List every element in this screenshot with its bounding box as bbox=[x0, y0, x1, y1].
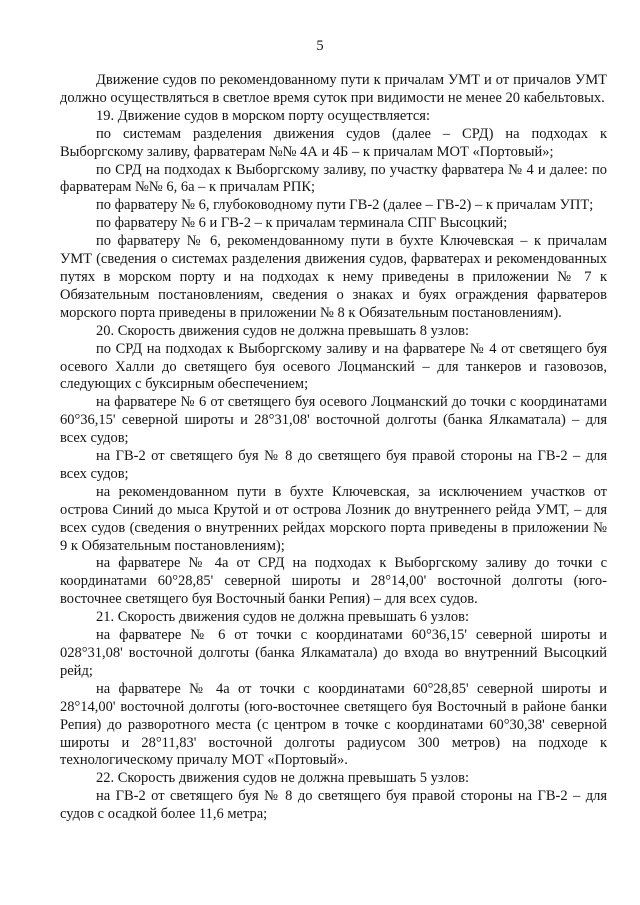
paragraph-fairway-4a-repiya: на фарватере № 4а от СРД на подходах к Выборгскому заливу до точки с координатами 60°28,85' северной широты и 28°14,00' восточной долготы (юго-восточнее светящего буя Восточный банки Репия) – для всех судов. bbox=[60, 555, 607, 608]
paragraph-fairway-6-vysotsky-roads: на фарватере № 6 от точки с координатами 60°36,15' северной широты и 028°31,08' восточной долготы (банка Ялкаматала) до входа во внутренний Высоцкий рейд; bbox=[60, 627, 607, 679]
paragraph-umt-daylight: Движение судов по рекомендованному пути к причалам УМТ и от причалов УМТ должно осуществляться в светлое время суток при видимости не менее 20 кабельтовых. bbox=[60, 72, 607, 106]
paragraph-srd-fairway-4-rpk: по СРД на подходах к Выборгскому заливу, по участку фарватера № 4 и далее: по фарватерам №№ 6, 6а – к причалам РПК; bbox=[60, 161, 607, 196]
paragraph-fairway-4a-turning-area: на фарватере № 4а от точки с координатами 60°28,85' северной широты и 28°14,00' восточной долготы (юго-восточнее светящего буя Восточный в районе банки Репия) до разворотного места (с центром в точке с координатами 60°30,38' северной широты и 28°11,83' восточной долготы радиусом 300 метров) на подходе к технологическому причалу МОТ «Портовый». bbox=[60, 680, 607, 769]
paragraph-item-19-heading: 19. Движение судов в морском порту осуществляется: bbox=[96, 107, 431, 124]
paragraph-srd-fairways-4a-4b: по системам разделения движения судов (далее – СРД) на подходах к Выборгскому заливу, фарватерам №№ 4А и 4Б – к причалам МОТ «Портовый»; bbox=[60, 125, 607, 160]
paragraph-item-20-heading: 20. Скорость движения судов не должна превышать 8 узлов: bbox=[96, 322, 469, 339]
paragraph-klyuchevskaya-route: на рекомендованном пути в бухте Ключевская, за исключением участков от острова Синий до мыса Крутой и от острова Лозник до внутреннего рейда УМТ, – для всех судов (сведения о внутренних рейдах морского порта приведены в приложении № 9 к Обязательным постановлениям); bbox=[60, 483, 607, 554]
document-body bbox=[60, 72, 607, 824]
paragraph-item-22-heading: 22. Скорость движения судов не должна превышать 5 узлов: bbox=[96, 770, 469, 787]
paragraph-fairway-6-upt: по фарватеру № 6, глубоководному пути ГВ-2 (далее – ГВ-2) – к причалам УПТ; bbox=[96, 197, 594, 214]
paragraph-fairway-6-spg: по фарватеру № 6 и ГВ-2 – к причалам терминала СПГ Высоцкий; bbox=[96, 215, 508, 232]
page-number: 5 bbox=[316, 38, 324, 54]
paragraph-fairway-6-yalkamatala: на фарватере № 6 от светящего буя осевого Лоцманский до точки с координатами 60°36,15' северной широты и 28°31,08' восточной долготы (банка Ялкаматала) – для всех судов; bbox=[60, 394, 607, 447]
paragraph-item-21-heading: 21. Скорость движения судов не должна превышать 6 узлов: bbox=[96, 609, 469, 626]
paragraph-srd-halli-lotsmansky: по СРД на подходах к Выборгскому заливу и на фарватере № 4 от светящего буя осевого Халли до светящего буя осевого Лоцманский – для танкеров и газовозов, следующих с буксирным обеспечением; bbox=[60, 340, 607, 393]
paragraph-gv2-buoy-8: на ГВ-2 от светящего буя № 8 до светящего буя правой стороны на ГВ-2 – для всех судов; bbox=[60, 448, 607, 482]
paragraph-fairway-6-umt: по фарватеру № 6, рекомендованному пути в бухте Ключевская – к причалам УМТ (сведения о системах разделения движения судов, фарватерах и рекомендованных путях в морском порту и на подходах к нему приведены в приложении № 7 к Обязательным постановлениям, сведения о знаках и буях ограждения фарватеров морского порта приведены в приложении № 8 к Обязательным постановлениям). bbox=[60, 233, 607, 321]
paragraph-gv2-draught: на ГВ-2 от светящего буя № 8 до светящего буя правой стороны на ГВ-2 – для судов с осадкой более 11,6 метра; bbox=[60, 788, 607, 823]
